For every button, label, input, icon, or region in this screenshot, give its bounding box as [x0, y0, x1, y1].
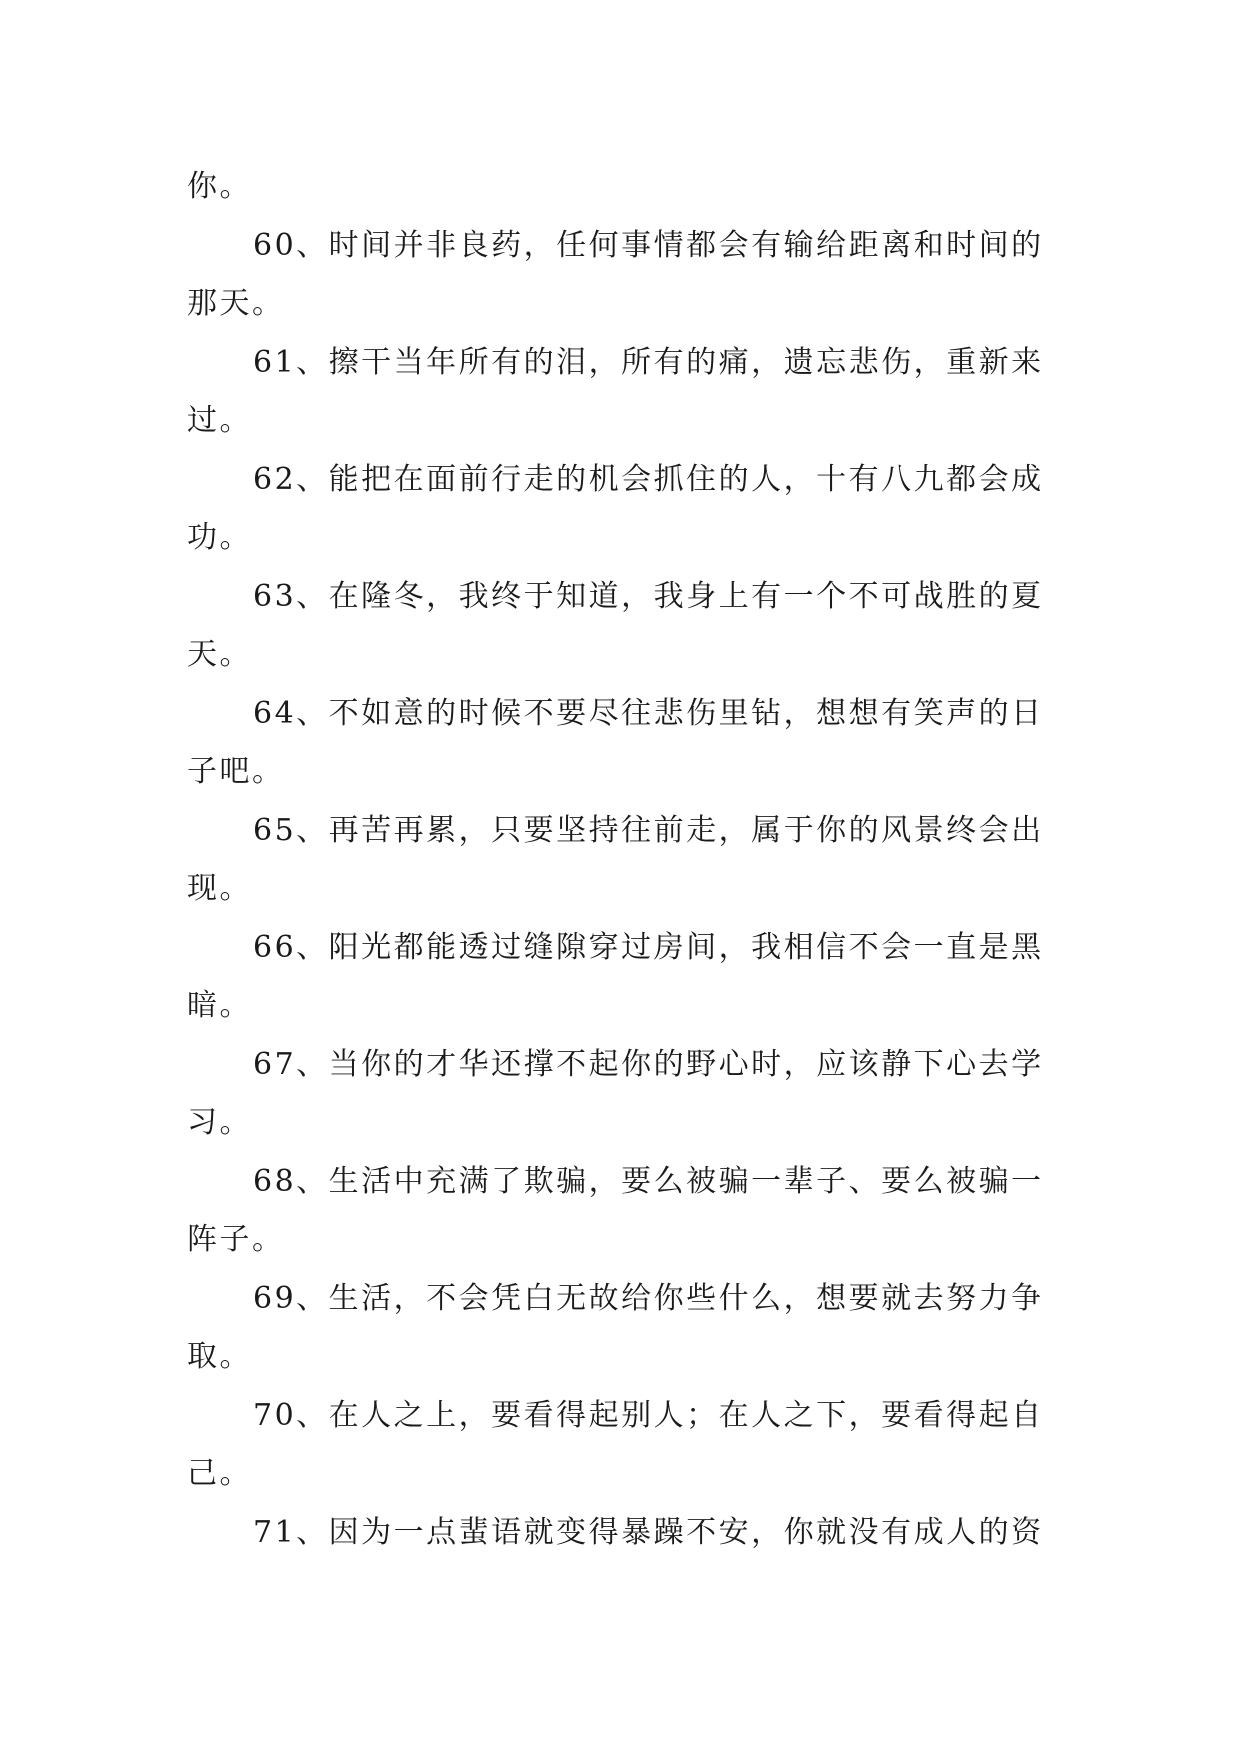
text-line: 功。 [187, 520, 252, 555]
text-line: 61、擦干当年所有的泪，所有的痛，遗忘悲伤，重新来 [253, 344, 1044, 380]
text-line: 65、再苦再累，只要坚持往前走，属于你的风景终会出 [253, 812, 1044, 848]
text-line: 69、生活，不会凭白无故给你些什么，想要就去努力争 [253, 1280, 1044, 1316]
text-line: 现。 [187, 871, 252, 906]
text-line: 习。 [187, 1105, 252, 1140]
text-line: 62、能把在面前行走的机会抓住的人，十有八九都会成 [253, 461, 1044, 497]
text-line: 子吧。 [187, 754, 285, 789]
text-line: 过。 [187, 403, 252, 438]
text-line: 63、在隆冬，我终于知道，我身上有一个不可战胜的夏 [253, 578, 1044, 614]
text-line: 68、生活中充满了欺骗，要么被骗一辈子、要么被骗一 [253, 1163, 1044, 1199]
text-line: 阵子。 [187, 1222, 285, 1257]
text-line: 71、因为一点蜚语就变得暴躁不安，你就没有成人的资 [253, 1514, 1044, 1550]
text-line: 66、阳光都能透过缝隙穿过房间，我相信不会一直是黑 [253, 929, 1044, 965]
text-line: 60、时间并非良药，任何事情都会有输给距离和时间的 [253, 227, 1044, 263]
text-line: 67、当你的才华还撑不起你的野心时，应该静下心去学 [253, 1046, 1044, 1082]
document-body [187, 158, 1053, 1562]
text-line: 64、不如意的时候不要尽往悲伤里钻，想想有笑声的日 [253, 695, 1044, 731]
text-line: 你。 [187, 169, 252, 204]
text-line: 那天。 [187, 286, 285, 321]
text-line: 己。 [187, 1456, 252, 1491]
text-line: 70、在人之上，要看得起别人；在人之下，要看得起自 [253, 1397, 1044, 1433]
text-line: 天。 [187, 637, 252, 672]
text-line: 取。 [187, 1339, 252, 1374]
text-line: 暗。 [187, 988, 252, 1023]
